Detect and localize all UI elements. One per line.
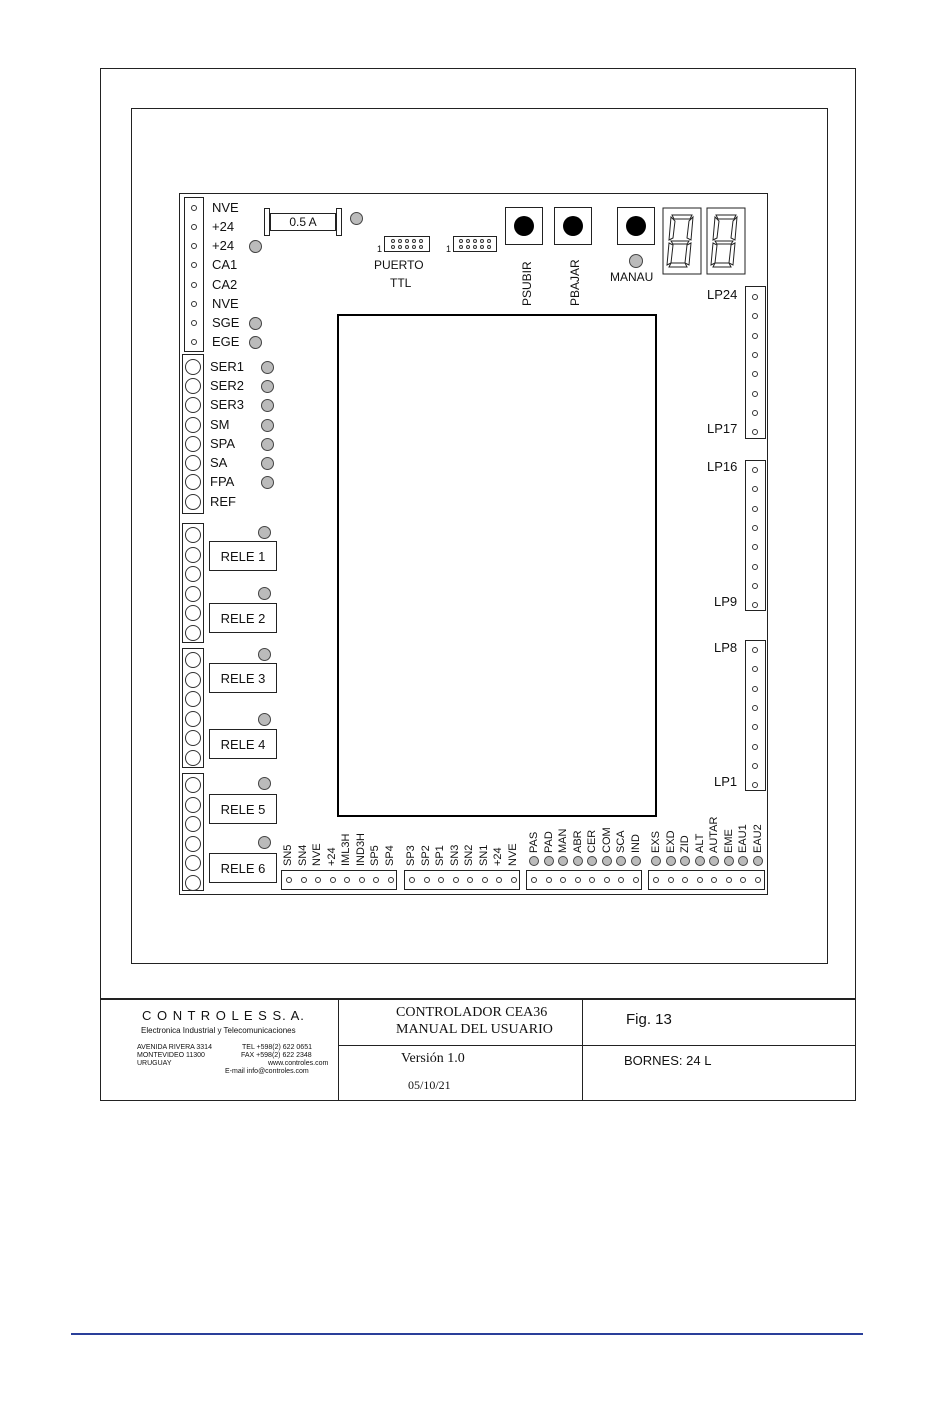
page-bottom-rule: [71, 1333, 863, 1335]
document-title-2: MANUAL DEL USUARIO: [396, 1022, 553, 1037]
power-terminal-label: CA1: [212, 257, 238, 272]
signal-terminal-ring: [185, 455, 201, 471]
bottom-terminal-pin: [711, 877, 717, 883]
bottom-terminal-label: CER: [586, 829, 598, 853]
signal-terminal-ring: [185, 494, 201, 510]
bottom-terminal-pin: [359, 877, 365, 883]
bottom-led: [651, 856, 661, 866]
aux-pin1-label: 1: [446, 244, 452, 254]
relay-terminal-ring: [185, 875, 201, 891]
bottom-terminal-pin: [726, 877, 732, 883]
document-title-1: CONTROLADOR CEA36: [396, 1005, 548, 1020]
bottom-terminal-label: SP4: [383, 845, 396, 866]
manau-label: MANAU: [610, 270, 654, 284]
bottom-led: [558, 856, 568, 866]
relay-terminal-ring: [185, 586, 201, 602]
title-block-divider-2: [582, 999, 583, 1100]
lamp-pin: [752, 647, 758, 653]
bottom-terminal-pin: [424, 877, 430, 883]
power-terminal-label: CA2: [212, 277, 238, 292]
relay-box: RELE 2: [209, 603, 277, 633]
ttl-label-1: PUERTO: [374, 258, 424, 272]
lamp-label-lp24: LP24: [707, 287, 738, 302]
company-address-1: AVENIDA RIVERA 3314: [137, 1044, 212, 1051]
bottom-terminal-label: NVE: [311, 843, 323, 866]
lamp-label-lp8: LP8: [714, 640, 738, 655]
signal-led: [261, 361, 274, 374]
signal-terminal-ring: [185, 474, 201, 490]
bottom-terminal-label: +24: [325, 847, 338, 866]
company-email: E-mail info@controles.com: [225, 1068, 309, 1075]
bottom-terminal-pin: [531, 877, 537, 883]
relay-led: [258, 526, 271, 539]
document-version: Versión 1.0: [401, 1051, 465, 1066]
lamp-pin: [752, 391, 758, 397]
power-terminal-pin: [191, 205, 197, 211]
bottom-terminal-label: AUTAR: [708, 816, 720, 853]
power-terminal-pin: [191, 282, 197, 288]
bottom-terminal-pin: [496, 877, 502, 883]
power-terminal-pin: [191, 301, 197, 307]
bottom-terminal-pin: [604, 877, 610, 883]
aux-pin: [487, 239, 491, 243]
bottom-led: [695, 856, 705, 866]
bottom-terminal-pin: [755, 877, 761, 883]
relay-terminal-ring: [185, 836, 201, 852]
fuse: [264, 208, 342, 236]
power-terminal-label: EGE: [212, 334, 240, 349]
company-web: www.controles.com: [268, 1060, 329, 1067]
lamp-pin: [752, 583, 758, 589]
ttl-label-2: TTL: [390, 276, 412, 290]
bottom-terminal-pin: [373, 877, 379, 883]
bottom-terminal-label: EAU2: [751, 824, 764, 853]
signal-terminal-label: SA: [210, 455, 228, 470]
lamp-label-lp16: LP16: [707, 459, 738, 474]
ege-led: [249, 336, 262, 349]
bottom-connector-3: [526, 870, 642, 890]
power-terminal-label: SGE: [212, 315, 240, 330]
lamp-pin: [752, 467, 758, 473]
bottom-terminal-pin: [344, 877, 350, 883]
aux-pin: [480, 245, 484, 249]
signal-terminal-label: SPA: [210, 436, 236, 451]
company-tel: TEL +598(2) 622 0651: [242, 1044, 312, 1051]
bottom-terminal-label: SCA: [615, 830, 627, 853]
aux-pin: [480, 239, 484, 243]
signal-terminal-ring: [185, 417, 201, 433]
relay-terminal-ring: [185, 777, 201, 793]
signal-terminal-ring: [185, 397, 201, 413]
bottom-led: [666, 856, 676, 866]
lamp-pin: [752, 352, 758, 358]
bottom-terminal-pin: [546, 877, 552, 883]
relay-terminal-ring: [185, 750, 201, 766]
relay-terminal-ring: [185, 527, 201, 543]
bottom-terminal-label: IND3H: [354, 832, 367, 866]
relay-box: RELE 4: [209, 729, 277, 759]
bottom-terminal-pin: [330, 877, 336, 883]
bottom-terminal-label: COM: [600, 827, 613, 853]
relay-led: [258, 713, 271, 726]
ttl-pin1-label: 1: [377, 244, 383, 254]
signal-terminal-ring: [185, 359, 201, 375]
bottom-terminal-label: SP2: [419, 845, 432, 866]
bottom-terminal-pin: [618, 877, 624, 883]
relay-terminal-ring: [185, 566, 201, 582]
lamp-pin: [752, 410, 758, 416]
relay-terminal-ring: [185, 547, 201, 563]
company-fax: FAX +598(2) 622 2348: [241, 1052, 312, 1059]
bottom-terminal-label: PAS: [528, 831, 540, 853]
signal-terminal-ring: [185, 378, 201, 394]
bottom-terminal-label: SP1: [434, 845, 446, 866]
power-terminal-pin: [191, 320, 197, 326]
bottom-terminal-label: SN3: [448, 844, 461, 866]
bottom-terminal-pin: [453, 877, 459, 883]
lamp-pin: [752, 506, 758, 512]
bottom-terminal-label: ABR: [571, 830, 584, 853]
title-block-mid-line: [338, 1045, 856, 1046]
relay-led: [258, 836, 271, 849]
bottom-terminal-label: PAD: [542, 831, 555, 853]
display-area: [337, 314, 657, 817]
lamp-pin: [752, 564, 758, 570]
bottom-terminal-pin: [653, 877, 659, 883]
relay-terminal-ring: [185, 797, 201, 813]
bottom-terminal-label: IML3H: [340, 833, 352, 866]
signal-led: [261, 380, 274, 393]
power-terminal-label: NVE: [212, 296, 239, 311]
power-terminal-label: NVE: [212, 200, 239, 215]
signal-led: [261, 476, 274, 489]
seven-segment-display: [662, 207, 746, 275]
signal-terminal-label: REF: [210, 494, 236, 509]
signal-led: [261, 457, 274, 470]
bottom-terminal-pin: [511, 877, 517, 883]
fuse-label: 0.5 A: [270, 213, 336, 231]
bottom-terminal-label: EXD: [664, 830, 677, 853]
aux-pin: [473, 245, 477, 249]
bottom-led: [724, 856, 734, 866]
signal-terminal-label: SER2: [210, 378, 244, 393]
bottom-terminal-label: NVE: [506, 843, 519, 866]
bottom-led: [738, 856, 748, 866]
aux-pin: [459, 239, 463, 243]
relay-terminal-ring: [185, 605, 201, 621]
bottom-led: [709, 856, 719, 866]
bottom-terminal-label: SP5: [369, 845, 381, 866]
ttl-pin: [419, 239, 423, 243]
bottom-terminal-label: SN2: [463, 844, 475, 866]
power-terminal-label: +24: [212, 238, 235, 253]
relay-box: RELE 1: [209, 541, 277, 571]
bottom-terminal-pin: [633, 877, 639, 883]
lamp-strip-1: [745, 286, 766, 439]
bottom-terminal-pin: [589, 877, 595, 883]
signal-terminal-label: FPA: [210, 474, 235, 489]
ttl-pin: [405, 245, 409, 249]
bottom-led: [544, 856, 554, 866]
power-terminal-strip: [184, 197, 204, 352]
ttl-pin: [419, 245, 423, 249]
bottom-terminal-label: EAU1: [737, 824, 749, 853]
bottom-led: [680, 856, 690, 866]
aux-pin: [473, 239, 477, 243]
company-name: C O N T R O L E S S. A.: [142, 1008, 305, 1023]
bottom-led: [587, 856, 597, 866]
manau-button[interactable]: [617, 207, 655, 245]
relay-led: [258, 777, 271, 790]
bottom-terminal-label: SP3: [405, 845, 417, 866]
figure-number: Fig. 13: [626, 1011, 672, 1028]
psubir-label: PSUBIR: [520, 261, 534, 306]
ttl-pin: [391, 245, 395, 249]
relay-led: [258, 648, 271, 661]
bottom-terminal-pin: [409, 877, 415, 883]
bottom-terminal-pin: [438, 877, 444, 883]
signal-terminal-label: SER1: [210, 359, 244, 374]
bottom-terminal-label: SN4: [296, 844, 309, 866]
bottom-terminal-label: SN5: [282, 844, 294, 866]
power-terminal-pin: [191, 262, 197, 268]
bottom-terminal-pin: [697, 877, 703, 883]
lamp-pin: [752, 763, 758, 769]
signal-led: [261, 399, 274, 412]
relay-terminal-ring: [185, 711, 201, 727]
signal-led: [261, 438, 274, 451]
relay-terminal-ring: [185, 672, 201, 688]
ttl-pin: [412, 245, 416, 249]
bottom-led: [631, 856, 641, 866]
bottom-terminal-pin: [560, 877, 566, 883]
psubir-button[interactable]: [505, 207, 543, 245]
ttl-pin: [412, 239, 416, 243]
bottom-led: [573, 856, 583, 866]
relay-terminal-ring: [185, 816, 201, 832]
fuse-led: [350, 212, 363, 225]
bottom-terminal-pin: [668, 877, 674, 883]
relay-terminal-ring: [185, 730, 201, 746]
bottom-terminal-label: SN1: [477, 844, 490, 866]
document-date: 05/10/21: [408, 1078, 451, 1092]
bottom-terminal-label: EXS: [650, 830, 662, 853]
power-terminal-label: +24: [212, 219, 235, 234]
bottom-terminal-pin: [740, 877, 746, 883]
lamp-pin: [752, 525, 758, 531]
sge-led: [249, 317, 262, 330]
bottom-terminal-label: MAN: [557, 828, 569, 853]
bottom-connector-1: [281, 870, 397, 890]
bottom-terminal-pin: [682, 877, 688, 883]
manau-led: [629, 254, 643, 268]
lamp-pin: [752, 705, 758, 711]
relay-box: RELE 5: [209, 794, 277, 824]
signal-terminal-ring: [185, 436, 201, 452]
title-block-top-line: [100, 998, 856, 1000]
ttl-pin: [405, 239, 409, 243]
ttl-pin: [398, 245, 402, 249]
bottom-terminal-label: IND: [629, 834, 642, 853]
company-address-2: MONTEVIDEO 11300: [137, 1052, 205, 1059]
lamp-label-lp1: LP1: [714, 774, 738, 789]
relay-terminal-ring: [185, 855, 201, 871]
bornes-label: BORNES: 24 L: [624, 1053, 712, 1068]
bottom-terminal-pin: [482, 877, 488, 883]
bottom-connector-2: [404, 870, 520, 890]
title-block-divider-1: [338, 999, 339, 1100]
ttl-pin: [398, 239, 402, 243]
power-terminal-pin: [191, 224, 197, 230]
bottom-terminal-label: ZID: [679, 835, 691, 853]
relay-terminal-ring: [185, 652, 201, 668]
bottom-led: [529, 856, 539, 866]
power-terminal-pin: [191, 339, 197, 345]
bottom-terminal-pin: [575, 877, 581, 883]
signal-terminal-label: SER3: [210, 397, 244, 412]
relay-terminal-ring: [185, 625, 201, 641]
ttl-pin: [391, 239, 395, 243]
bottom-terminal-label: ALT: [693, 833, 706, 853]
bottom-terminal-pin: [301, 877, 307, 883]
signal-led: [261, 419, 274, 432]
lamp-pin: [752, 294, 758, 300]
lamp-label-lp17: LP17: [707, 421, 738, 436]
pbajar-label: PBAJAR: [568, 259, 582, 306]
lamp-pin: [752, 744, 758, 750]
aux-pin: [466, 239, 470, 243]
power-terminal-pin: [191, 243, 197, 249]
bottom-led: [753, 856, 763, 866]
bottom-terminal-pin: [388, 877, 394, 883]
aux-pin: [466, 245, 470, 249]
bottom-led: [616, 856, 626, 866]
bottom-connector-4: [648, 870, 765, 890]
bottom-terminal-pin: [286, 877, 292, 883]
relay-box: RELE 3: [209, 663, 277, 693]
bottom-terminal-pin: [315, 877, 321, 883]
pbajar-button[interactable]: [554, 207, 592, 245]
relay-led: [258, 587, 271, 600]
company-address-3: URUGUAY: [137, 1060, 172, 1067]
bottom-terminal-label: +24: [492, 847, 504, 866]
bottom-terminal-pin: [467, 877, 473, 883]
relay-terminal-ring: [185, 691, 201, 707]
company-subtitle: Electronica Industrial y Telecomunicaciones: [141, 1026, 296, 1035]
bottom-led: [602, 856, 612, 866]
bottom-terminal-label: EME: [722, 829, 735, 853]
lamp-label-lp9: LP9: [714, 594, 738, 609]
aux-pin: [459, 245, 463, 249]
relay-box: RELE 6: [209, 853, 277, 883]
signal-terminal-label: SM: [210, 417, 230, 432]
plus24-led: [249, 240, 262, 253]
aux-pin: [487, 245, 491, 249]
lamp-pin: [752, 333, 758, 339]
lamp-pin: [752, 686, 758, 692]
